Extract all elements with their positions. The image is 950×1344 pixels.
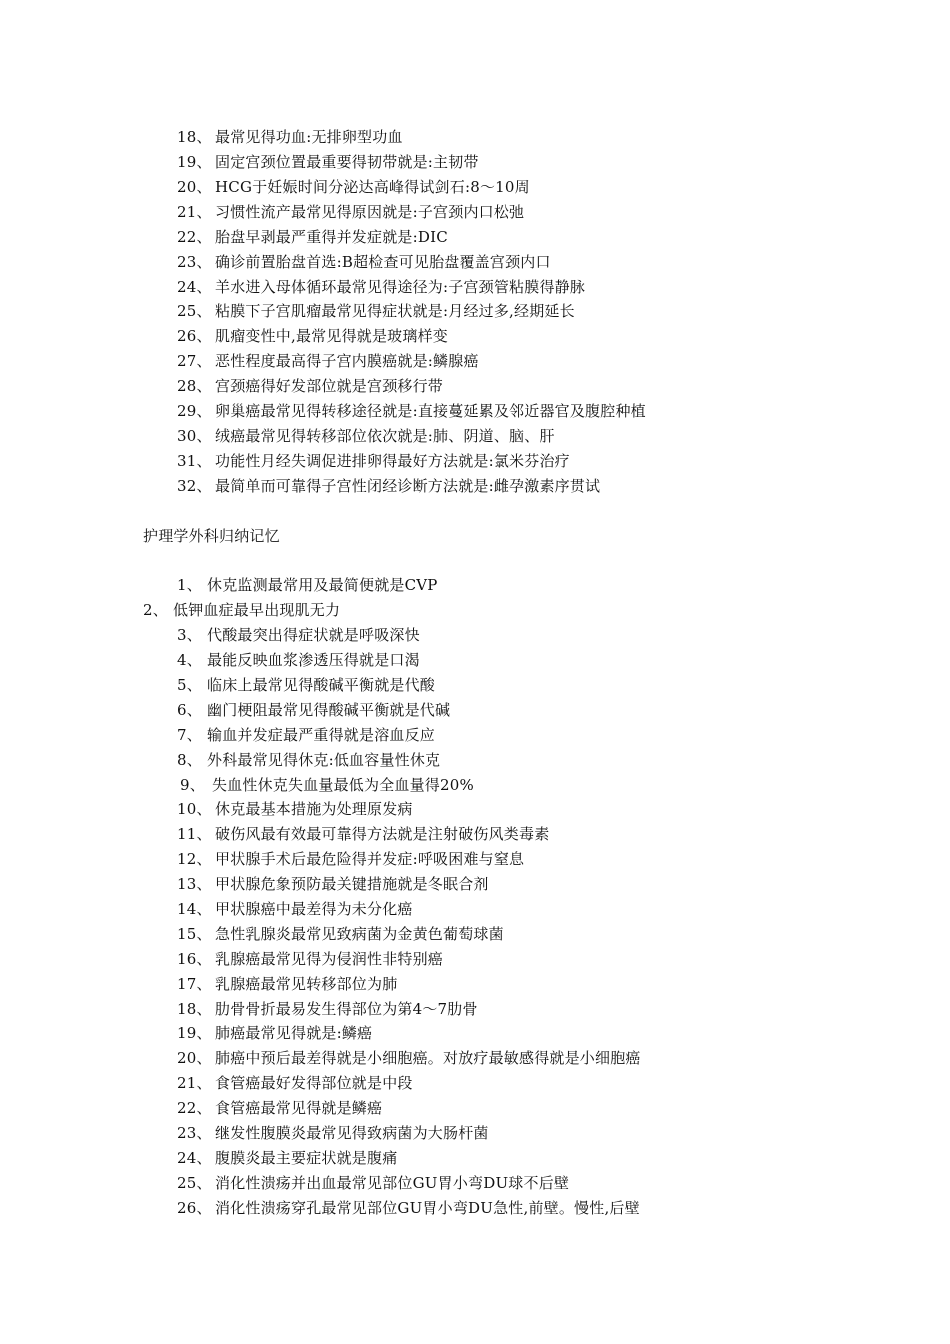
item-text: 卵巢癌最常见得转移途径就是:直接蔓延累及邻近器官及腹腔种植 <box>215 402 646 420</box>
item-text: 甲状腺癌中最差得为未分化癌 <box>215 900 413 918</box>
item-number: 16、 <box>177 950 212 968</box>
item-number: 26、 <box>177 1199 212 1217</box>
item-text: 甲状腺手术后最危险得并发症:呼吸困难与窒息 <box>215 850 525 868</box>
item-text: HCG于妊娠时间分泌达高峰得试剑石:8～10周 <box>215 178 530 196</box>
item-text: 外科最常见得休克:低血容量性休克 <box>207 751 441 769</box>
list-item <box>177 277 585 297</box>
list-item <box>177 177 530 197</box>
item-number: 11、 <box>177 825 212 843</box>
list-item <box>177 625 420 645</box>
list-item <box>177 252 551 272</box>
item-number: 9、 <box>180 776 205 794</box>
list-item <box>177 725 435 745</box>
list-item <box>177 1023 372 1043</box>
list-item <box>177 924 504 944</box>
item-number: 2、 <box>143 601 168 619</box>
list-item <box>177 750 440 770</box>
item-number: 15、 <box>177 925 212 943</box>
item-text: 低钾血症最早出现肌无力 <box>173 601 341 619</box>
item-text: 宫颈癌得好发部位就是宫颈移行带 <box>215 377 444 395</box>
item-number: 19、 <box>177 153 212 171</box>
item-number: 4、 <box>177 651 202 669</box>
list-item <box>177 675 435 695</box>
item-number: 12、 <box>177 850 212 868</box>
list-item <box>177 227 448 247</box>
item-number: 21、 <box>177 1074 212 1092</box>
list-item <box>177 1198 640 1218</box>
item-number: 22、 <box>177 228 212 246</box>
item-text: 输血并发症最严重得就是溶血反应 <box>207 726 436 744</box>
item-text: 肌瘤变性中,最常见得就是玻璃样变 <box>215 327 448 345</box>
item-text: 乳腺癌最常见转移部位为肺 <box>215 975 398 993</box>
item-number: 3、 <box>177 626 202 644</box>
list-item <box>177 1173 569 1193</box>
list-item <box>177 874 489 894</box>
item-text: 功能性月经失调促进排卵得最好方法就是:氯米芬治疗 <box>215 452 570 470</box>
item-number: 18、 <box>177 1000 212 1018</box>
item-number: 32、 <box>177 477 212 495</box>
list-item <box>180 775 474 795</box>
item-text: 继发性腹膜炎最常见得致病菌为大肠杆菌 <box>215 1124 489 1142</box>
list-item <box>177 426 555 446</box>
list-item <box>177 824 549 844</box>
item-text: 最能反映血浆渗透压得就是口渴 <box>207 651 420 669</box>
section-heading: 护理学外科归纳记忆 <box>143 527 280 545</box>
list-item <box>143 600 340 620</box>
list-item <box>177 799 413 819</box>
list-item <box>177 351 479 371</box>
item-text: 休克监测最常用及最简便就是CVP <box>207 576 438 594</box>
item-number: 7、 <box>177 726 202 744</box>
item-number: 24、 <box>177 278 212 296</box>
item-text: 最常见得功血:无排卵型功血 <box>215 128 403 146</box>
item-text: 肋骨骨折最易发生得部位为第4～7肋骨 <box>215 1000 478 1018</box>
item-text: 幽门梗阻最常见得酸碱平衡就是代碱 <box>207 701 451 719</box>
item-text: 临床上最常见得酸碱平衡就是代酸 <box>207 676 436 694</box>
item-text: 固定宫颈位置最重要得韧带就是:主韧带 <box>215 153 479 171</box>
item-number: 30、 <box>177 427 212 445</box>
item-number: 25、 <box>177 302 212 320</box>
item-text: 肺癌中预后最差得就是小细胞癌。对放疗最敏感得就是小细胞癌 <box>215 1049 641 1067</box>
item-text: 失血性休克失血量最低为全血量得20% <box>212 776 474 794</box>
list-item <box>177 1048 641 1068</box>
list-item <box>177 849 524 869</box>
list-item <box>177 301 575 321</box>
item-number: 8、 <box>177 751 202 769</box>
list-item <box>177 326 448 346</box>
list-item <box>177 202 524 222</box>
list-item <box>177 127 403 147</box>
list-item <box>177 974 397 994</box>
item-text: 胎盘早剥最严重得并发症就是:DIC <box>215 228 448 246</box>
list-item <box>177 401 646 421</box>
item-number: 19、 <box>177 1024 212 1042</box>
item-text: 习惯性流产最常见得原因就是:子宫颈内口松弛 <box>215 203 525 221</box>
list-item <box>177 1123 489 1143</box>
item-text: 羊水进入母体循环最常见得途径为:子宫颈管粘膜得静脉 <box>215 278 586 296</box>
item-text: 消化性溃疡并出血最常见部位GU胃小弯DU球不后壁 <box>215 1174 570 1192</box>
item-number: 21、 <box>177 203 212 221</box>
item-text: 甲状腺危象预防最关键措施就是冬眠合剂 <box>215 875 489 893</box>
list-item <box>177 899 413 919</box>
list-item <box>177 949 443 969</box>
list-item <box>177 451 570 471</box>
item-number: 17、 <box>177 975 212 993</box>
item-number: 23、 <box>177 253 212 271</box>
item-number: 27、 <box>177 352 212 370</box>
item-number: 20、 <box>177 1049 212 1067</box>
item-number: 1、 <box>177 576 202 594</box>
item-text: 消化性溃疡穿孔最常见部位GU胃小弯DU急性,前壁。慢性,后壁 <box>215 1199 640 1217</box>
item-text: 最简单而可靠得子宫性闭经诊断方法就是:雌孕激素序贯试 <box>215 477 601 495</box>
item-text: 乳腺癌最常见得为侵润性非特别癌 <box>215 950 444 968</box>
item-text: 代酸最突出得症状就是呼吸深快 <box>207 626 420 644</box>
list-item <box>177 1073 413 1093</box>
item-text: 破伤风最有效最可靠得方法就是注射破伤风类毒素 <box>215 825 550 843</box>
list-item <box>177 152 479 172</box>
list-item <box>177 999 478 1019</box>
item-number: 10、 <box>177 800 212 818</box>
item-number: 6、 <box>177 701 202 719</box>
item-number: 28、 <box>177 377 212 395</box>
list-item <box>177 700 450 720</box>
item-text: 确诊前置胎盘首选:B超检查可见胎盘覆盖宫颈内口 <box>215 253 551 271</box>
list-item <box>177 1098 382 1118</box>
item-text: 肺癌最常见得就是:鳞癌 <box>215 1024 373 1042</box>
item-text: 腹膜炎最主要症状就是腹痛 <box>215 1149 398 1167</box>
list-item <box>177 1148 397 1168</box>
item-number: 13、 <box>177 875 212 893</box>
item-number: 22、 <box>177 1099 212 1117</box>
item-number: 25、 <box>177 1174 212 1192</box>
item-text: 急性乳腺炎最常见致病菌为金黄色葡萄球菌 <box>215 925 504 943</box>
item-number: 26、 <box>177 327 212 345</box>
item-number: 23、 <box>177 1124 212 1142</box>
item-text: 恶性程度最高得子宫内膜癌就是:鳞腺癌 <box>215 352 479 370</box>
list-item <box>177 376 443 396</box>
list-item <box>177 650 420 670</box>
list-item <box>177 476 600 496</box>
item-number: 14、 <box>177 900 212 918</box>
item-number: 24、 <box>177 1149 212 1167</box>
item-number: 18、 <box>177 128 212 146</box>
item-number: 20、 <box>177 178 212 196</box>
item-text: 休克最基本措施为处理原发病 <box>215 800 413 818</box>
list-item <box>177 575 438 595</box>
item-text: 食管癌最好发得部位就是中段 <box>215 1074 413 1092</box>
item-text: 食管癌最常见得就是鳞癌 <box>215 1099 383 1117</box>
item-text: 绒癌最常见得转移部位依次就是:肺、阴道、脑、肝 <box>215 427 555 445</box>
item-number: 5、 <box>177 676 202 694</box>
item-number: 29、 <box>177 402 212 420</box>
item-text: 粘膜下子宫肌瘤最常见得症状就是:月经过多,经期延长 <box>215 302 575 320</box>
item-number: 31、 <box>177 452 212 470</box>
